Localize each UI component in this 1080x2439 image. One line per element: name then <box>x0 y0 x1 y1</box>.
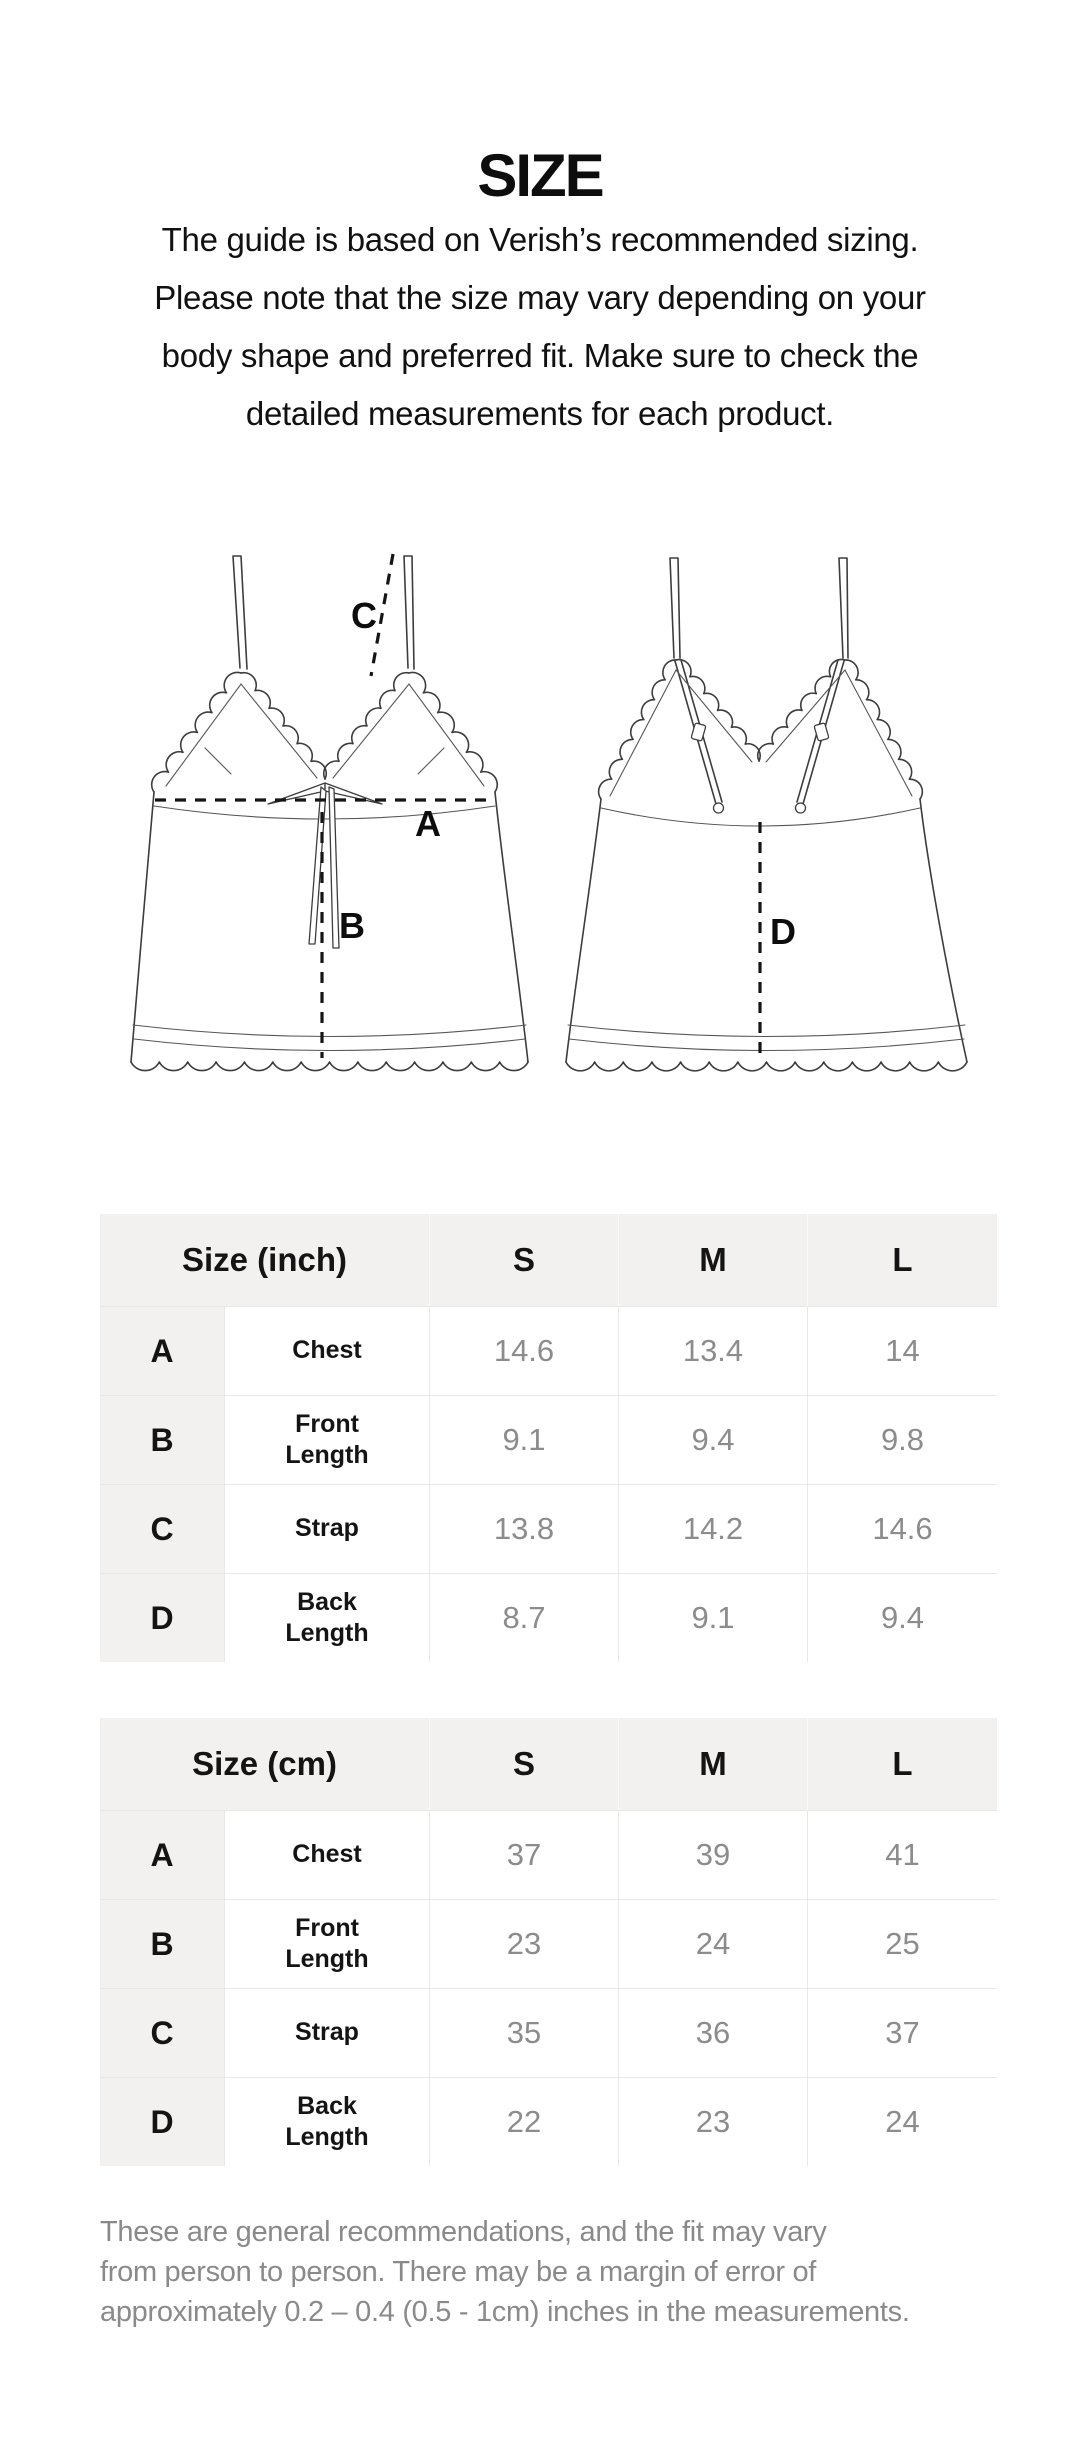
row-label-text: Strap <box>295 1514 359 1543</box>
row-label-text: Chest <box>292 1336 362 1365</box>
value-cell: 23 <box>430 1900 619 1989</box>
value-cell: 14.2 <box>619 1485 808 1574</box>
footer-line: approximately 0.2 – 0.4 (0.5 - 1cm) inches in the measurements. <box>100 2296 910 2328</box>
value-cell: 23 <box>619 2078 808 2166</box>
measure-label-front-length: B <box>339 905 365 946</box>
size-table-inch <box>100 1214 997 1662</box>
value-cell: 14 <box>808 1307 997 1396</box>
intro-paragraph <box>40 211 1040 443</box>
row-label-text: Strap <box>295 2018 359 2047</box>
footer-line: from person to person. There may be a margin of error of <box>100 2256 817 2288</box>
measure-label-chest: A <box>415 803 441 844</box>
table-header-row <box>100 1214 997 1307</box>
row-label-text: Back Length <box>285 1587 369 1647</box>
size-header-l: L <box>808 1214 997 1307</box>
value-cell: 14.6 <box>808 1485 997 1574</box>
value-cell: 39 <box>619 1811 808 1900</box>
row-letter: A <box>100 1307 225 1396</box>
value-cell: 25 <box>808 1900 997 1989</box>
table-row <box>100 1989 997 2078</box>
table-row <box>100 1307 997 1396</box>
intro-line: The guide is based on Verish’s recommended sizing. <box>161 221 919 258</box>
value-cell: 24 <box>808 2078 997 2166</box>
table-row <box>100 1396 997 1485</box>
front-hem-band <box>133 1025 526 1051</box>
row-label-text: Front Length <box>285 1409 369 1469</box>
row-label <box>225 1574 430 1662</box>
intro-line: detailed measurements for each product. <box>245 395 835 432</box>
value-cell: 37 <box>808 1989 997 2078</box>
row-letter: D <box>100 1574 225 1662</box>
row-letter: B <box>100 1396 225 1485</box>
value-cell: 9.4 <box>619 1396 808 1485</box>
value-cell: 9.4 <box>808 1574 997 1662</box>
row-label <box>225 1485 430 1574</box>
back-straps <box>670 558 848 813</box>
strap-adjuster <box>814 723 829 741</box>
value-cell: 8.7 <box>430 1574 619 1662</box>
row-letter: A <box>100 1811 225 1900</box>
front-scalloped-hem <box>131 1062 528 1071</box>
table-row <box>100 1485 997 1574</box>
size-table-cm <box>100 1718 997 2166</box>
front-cup-trim <box>166 684 484 786</box>
value-cell: 9.8 <box>808 1396 997 1485</box>
back-scalloped-hem <box>566 1062 967 1071</box>
back-body-outline <box>566 799 967 1062</box>
page-title: SIZE <box>477 142 603 210</box>
back-lace-trim <box>610 670 912 796</box>
row-letter: B <box>100 1900 225 1989</box>
size-header-s: S <box>430 1718 619 1811</box>
row-letter: C <box>100 1485 225 1574</box>
size-header-m: M <box>619 1718 808 1811</box>
value-cell: 13.4 <box>619 1307 808 1396</box>
garment-measurement-diagram <box>0 520 1080 1140</box>
row-label <box>225 1989 430 2078</box>
strap-ring <box>796 803 806 813</box>
value-cell: 14.6 <box>430 1307 619 1396</box>
camisole-front-view <box>131 556 528 1071</box>
size-header-m: M <box>619 1214 808 1307</box>
front-straps <box>233 556 414 669</box>
footer-note <box>100 2212 1080 2332</box>
table-row <box>100 1811 997 1900</box>
intro-line: Please note that the size may vary depending on your <box>154 279 926 316</box>
unit-header-cell: Size (inch) <box>100 1214 430 1307</box>
value-cell: 37 <box>430 1811 619 1900</box>
table-row <box>100 2078 997 2166</box>
value-cell: 9.1 <box>430 1396 619 1485</box>
value-cell: 24 <box>619 1900 808 1989</box>
row-letter: C <box>100 1989 225 2078</box>
camisole-back-view <box>566 558 967 1071</box>
intro-line: body shape and preferred fit. Make sure to check the <box>161 337 919 374</box>
strap-ring <box>714 803 724 813</box>
table-row <box>100 1900 997 1989</box>
row-label-text: Chest <box>292 1840 362 1869</box>
value-cell: 41 <box>808 1811 997 1900</box>
value-cell: 35 <box>430 1989 619 2078</box>
row-letter: D <box>100 2078 225 2166</box>
measure-label-back-length: D <box>770 911 796 952</box>
value-cell: 9.1 <box>619 1574 808 1662</box>
back-hem-band <box>568 1025 965 1051</box>
value-cell: 13.8 <box>430 1485 619 1574</box>
size-header-l: L <box>808 1718 997 1811</box>
front-cup-lace-edges <box>152 672 498 792</box>
unit-header-cell: Size (cm) <box>100 1718 430 1811</box>
footer-line: These are general recommendations, and the fit may vary <box>100 2216 827 2248</box>
measurement-lines <box>155 554 796 1058</box>
row-label-text: Back Length <box>285 2091 369 2151</box>
row-label <box>225 2078 430 2166</box>
row-label-text: Front Length <box>285 1913 369 1973</box>
row-label <box>225 1396 430 1485</box>
size-header-s: S <box>430 1214 619 1307</box>
back-lace-edges <box>599 659 923 799</box>
table-row <box>100 1574 997 1662</box>
table-header-row <box>100 1718 997 1811</box>
measure-label-strap: C <box>351 595 377 636</box>
value-cell: 36 <box>619 1989 808 2078</box>
row-label <box>225 1307 430 1396</box>
row-label <box>225 1811 430 1900</box>
row-label <box>225 1900 430 1989</box>
value-cell: 22 <box>430 2078 619 2166</box>
